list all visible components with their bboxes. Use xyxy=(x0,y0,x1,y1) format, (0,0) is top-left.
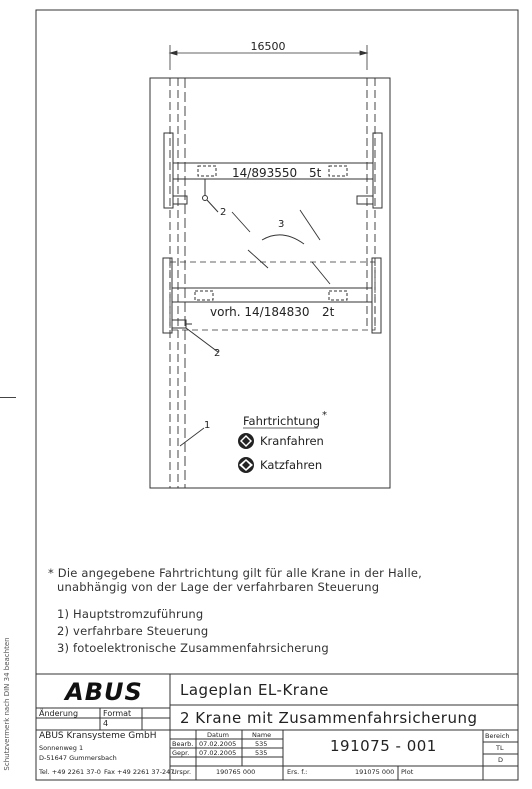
company-fax: Fax +49 2261 37-247 xyxy=(104,768,175,776)
gepr-name: 535 xyxy=(255,749,268,757)
crane-upper-capacity: 5t xyxy=(309,166,322,180)
plot-label: Plot xyxy=(401,768,414,776)
margin-note: Schutzvermerk nach DIN 34 beachten xyxy=(3,637,11,771)
footnote-line2: unabhängig von der Lage der verfahrbaren Steuerung xyxy=(57,580,380,594)
company-name: ABUS Kransysteme GmbH xyxy=(39,731,157,741)
company-phone: Tel. +49 2261 37-0 xyxy=(39,768,101,776)
company-city: D-51647 Gummersbach xyxy=(39,754,117,762)
bearb-name: 535 xyxy=(255,740,268,748)
row-bearb: Bearb. xyxy=(172,740,194,748)
bereich-value2: D xyxy=(498,756,504,764)
note-item-1: 1) Hauptstromzuführung xyxy=(57,607,204,621)
footnote-line1: * Die angegebene Fahrtrichtung gilt für alle Krane in der Halle, xyxy=(48,566,422,580)
callout-2b: 2 xyxy=(214,348,221,359)
title-line1: Lageplan EL-Krane xyxy=(180,681,329,699)
bearb-date: 07.02.2005 xyxy=(199,740,237,748)
col-name: Name xyxy=(252,731,272,739)
callout-1: 1 xyxy=(204,420,211,431)
bereich-value1: TL xyxy=(496,744,504,752)
note-item-2: 2) verfahrbare Steuerung xyxy=(57,624,209,638)
col-datum: Datum xyxy=(207,731,229,739)
crane-lower-label: vorh. 14/184830 xyxy=(210,305,310,319)
legend-katzfahren: Katzfahren xyxy=(260,458,323,472)
title-line2: 2 Krane mit Zusammenfahrsicherung xyxy=(180,709,478,727)
bereich-label: Bereich xyxy=(485,732,510,740)
aenderung-label: Änderung xyxy=(39,709,79,718)
row-urspr: Urspr. xyxy=(172,768,192,776)
legend-title: Fahrtrichtung xyxy=(243,414,321,428)
crane-upper-label: 14/893550 xyxy=(232,166,298,180)
legend-asterisk: * xyxy=(322,410,327,421)
format-label: Format xyxy=(103,709,132,718)
company-street: Sonnenweg 1 xyxy=(39,744,84,752)
drawing-number: 191075 - 001 xyxy=(330,737,437,755)
dimension-value: 16500 xyxy=(250,40,286,53)
callout-2a: 2 xyxy=(220,207,227,218)
callout-3: 3 xyxy=(278,219,285,230)
drawing-frame xyxy=(36,10,518,780)
abus-logo-text: ABUS xyxy=(65,678,143,706)
urspr-value: 190765 000 xyxy=(216,768,256,776)
row-gepr: Gepr. xyxy=(172,749,190,757)
crane-lower-envelope xyxy=(170,262,375,330)
format-value: 4 xyxy=(103,719,109,728)
kranfahren-icon xyxy=(238,433,254,449)
abus-logo xyxy=(53,678,155,706)
katzfahren-icon xyxy=(238,457,254,473)
gepr-date: 07.02.2005 xyxy=(199,749,237,757)
crane-lower-capacity: 2t xyxy=(322,305,335,319)
ers-label: Ers. f.: xyxy=(287,768,308,776)
note-item-3: 3) fotoelektronische Zusammenfahrsicherung xyxy=(57,641,329,655)
legend-kranfahren: Kranfahren xyxy=(260,434,324,448)
ers-value: 191075 000 xyxy=(355,768,395,776)
callout-1-leader xyxy=(180,428,204,446)
